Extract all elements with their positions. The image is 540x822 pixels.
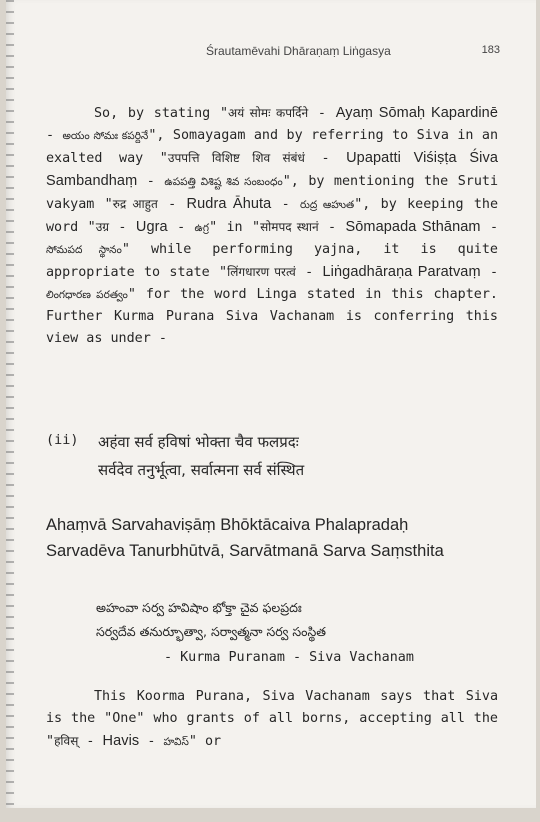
body-text: " in ": [209, 220, 261, 235]
telugu-term: ఉపపత్తి విశిష్ట శివ సంబంధం: [164, 176, 283, 188]
running-header-title: Śrautamēvahi Dhāraṇaṃ Liṅgasya: [206, 44, 391, 58]
body-text: -: [295, 265, 323, 280]
telugu-term: రుద్ర ఆహుత: [300, 199, 355, 211]
transliterated-term: Liṅgadhāraṇa Paratvaṃ: [322, 264, 481, 280]
main-text: [46, 102, 498, 350]
body-text: -: [46, 128, 63, 143]
body-text: -: [137, 174, 165, 189]
transliterated-term: Rudra Āhuta: [186, 196, 272, 212]
verse-telugu-line-2: సర్వదేవ తనుర్భూత్వా, సర్వాత్మనా సర్వ సంస్థిత: [96, 624, 326, 639]
body-text: " for the word Linga stated in this chapter. Further Kurma Purana Siva Vachanam is conferring this view as under -: [46, 287, 498, 346]
devanagari-term: अयं सोमः कपर्दिने: [228, 106, 309, 120]
telugu-term: ఉగ్ర: [194, 222, 210, 234]
transliterated-term: Ugra: [135, 219, 168, 235]
body-text: -: [78, 734, 103, 749]
body-text: -: [157, 197, 187, 212]
body-text: -: [167, 220, 195, 235]
verse-devanagari-line-2: सर्वदेव तनुर्भूत्वा, सर्वात्मना सर्व संस्थित: [98, 461, 305, 479]
body-text: -: [480, 220, 499, 235]
transliterated-term: Ayaṃ Sōmaḥ Kapardinē: [335, 105, 499, 121]
body-text: -: [480, 265, 499, 280]
verse-transliteration-line-2: Sarvadēva Tanurbhūtvā, Sarvātmanā Sarva Saṃsthita: [46, 542, 444, 560]
devanagari-term: उपपत्ति विशिष्ट शिव संबंधं: [167, 151, 305, 165]
book-page: [6, 0, 536, 808]
page-number: 183: [481, 44, 500, 56]
devanagari-term: रुद्र आहुत: [112, 197, 158, 211]
body-text: -: [318, 220, 346, 235]
devanagari-term: लिंगधारण परत्वं: [227, 265, 296, 279]
body-text: So, by stating: [94, 106, 220, 121]
body-text: " or: [188, 734, 222, 749]
verse-attribution: - Kurma Puranam - Siva Vachanam: [164, 650, 414, 665]
body-text: -: [109, 220, 136, 235]
running-header: [196, 44, 506, 64]
telugu-term: అయం సోమః కపర్దినే: [62, 130, 149, 142]
body-text: -: [271, 197, 301, 212]
body-text: -: [139, 734, 164, 749]
body-text: " while performing yajna, it is quite appropriate to state ": [46, 242, 498, 280]
devanagari-term: उग्र: [95, 220, 110, 234]
devanagari-term: हविस्: [54, 734, 79, 748]
verse-telugu-line-1: అహంవా సర్వ హవిషాం భోక్తా చైవ ఫలప్రదః: [96, 600, 302, 615]
paragraph-2: [46, 686, 498, 753]
body-text: ", Somayagam and by referring to Siva in an exalted way ": [46, 128, 499, 166]
body-text: -: [304, 151, 347, 166]
verse-devanagari-line-1: अहंवा सर्व हविषां भोक्ता चैव फलप्रदः: [98, 433, 299, 451]
transliterated-term: Upapatti Viśiṣṭa Śiva Sambandhaṃ: [46, 150, 498, 189]
body-text: ", by mentioning the Sruti vakyam ": [46, 174, 499, 212]
verse-number: (ii): [46, 432, 79, 448]
telugu-term: లింగధారణ పరత్వం: [46, 289, 128, 301]
transliterated-term: Havis: [102, 733, 140, 749]
body-text: ", by keeping the word ": [46, 197, 499, 235]
transliterated-term: Sōmapada Sthānam: [345, 219, 481, 235]
verse-transliteration-line-1: Ahaṃvā Sarvahaviṣāṃ Bhōktācaiva Phalapradaḥ: [46, 516, 409, 534]
paragraph-1: [46, 102, 498, 350]
devanagari-term: सोमपद स्थानं: [260, 220, 319, 234]
body-text: ": [219, 106, 229, 121]
telugu-term: సోమపద స్థానం: [46, 244, 122, 256]
binding-edge: [6, 0, 14, 808]
telugu-term: హవిస్: [163, 736, 189, 748]
body-text: -: [308, 106, 336, 121]
body-text: This Koorma Purana, Siva Vachanam says that Siva is the "One" who grants of all borns, accepting all the ": [46, 689, 498, 749]
